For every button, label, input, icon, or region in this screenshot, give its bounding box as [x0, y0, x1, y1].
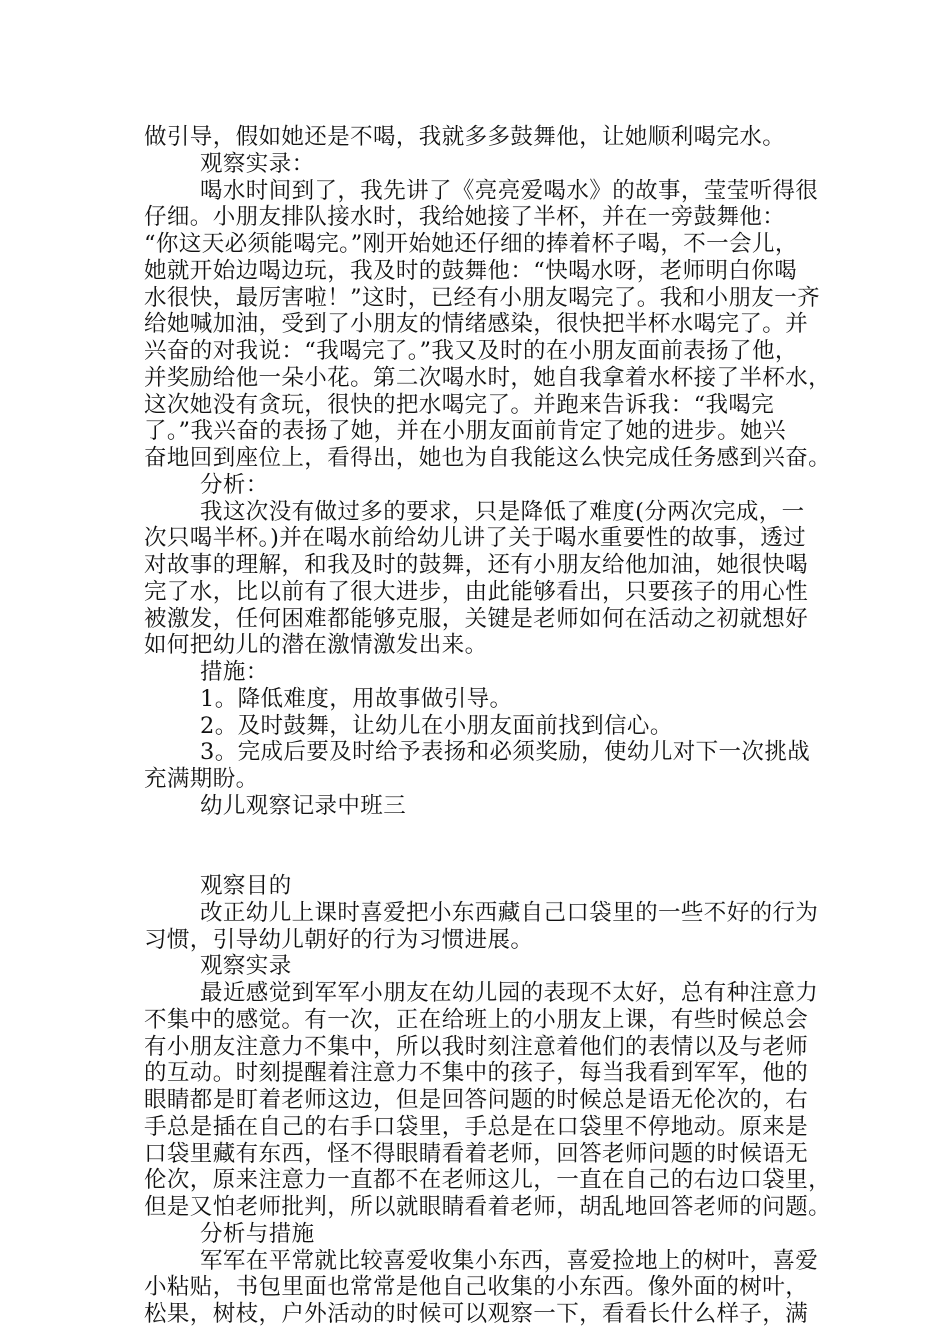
text-line: 改正幼儿上课时喜爱把小东西藏自己口袋里的一些不好的行为 [200, 899, 819, 926]
text-line: 给她喊加油，受到了小朋友的情绪感染，很快把半杯水喝完了。并 [144, 311, 809, 338]
text-line: 了。”我兴奋的表扬了她，并在小朋友面前肯定了她的进步。她兴 [144, 418, 786, 445]
text-line: 这次她没有贪玩，很快的把水喝完了。并跑来告诉我：“我喝完 [144, 391, 775, 418]
text-line: 1。降低难度，用故事做引导。 [200, 685, 513, 712]
text-line: 最近感觉到军军小朋友在幼儿园的表现不太好，总有种注意力 [200, 980, 819, 1006]
text-line: 伦次，原来注意力一直都不在老师这儿，一直在自己的右边口袋里， [144, 1167, 832, 1194]
document-body [144, 124, 832, 1328]
text-line: 3。完成后要及时给予表扬和必须奖励，使幼儿对下一次挑战 [200, 739, 811, 766]
text-line: 次只喝半杯。)并在喝水前给幼儿讲了关于喝水重要性的故事，透过 [144, 525, 807, 552]
text-line: “你这天必须能喝完。”刚开始她还仔细的捧着杯子喝，不一会儿， [144, 231, 798, 257]
text-line: 我这次没有做过多的要求，只是降低了难度(分两次完成，一 [200, 498, 805, 525]
text-line: 2。及时鼓舞，让幼儿在小朋友面前找到信心。 [200, 712, 673, 739]
text-line: 被激发，任何困难都能够克服，关键是老师如何在活动之初就想好 [144, 605, 809, 632]
text-line: 眼睛都是盯着老师这边，但是回答问题的时候总是语无伦次的，右 [144, 1087, 809, 1113]
text-line: 如何把幼儿的潜在激情激发出来。 [144, 632, 488, 659]
text-line: 口袋里藏有东西，怪不得眼睛看着老师，回答老师问题的时候语无 [144, 1140, 809, 1167]
text-line: 手总是插在自己的右手口袋里，手总是在口袋里不停地动。原来是 [144, 1113, 809, 1140]
text-line: 松果，树枝，户外活动的时候可以观察一下，看看长什么样子，满 [144, 1301, 809, 1327]
text-line: 有小朋友注意力不集中，所以我时刻注意着他们的表情以及与老师 [144, 1033, 809, 1060]
text-line: 措施： [200, 659, 269, 685]
text-line: 分析与措施 [200, 1220, 315, 1247]
text-line: 兴奋的对我说：“我喝完了。”我又及时的在小朋友面前表扬了他， [144, 338, 798, 364]
text-line: 的互动。时刻提醒着注意力不集中的孩子，每当我看到军军，他的 [144, 1060, 809, 1087]
text-line: 幼儿观察记录中班三 [200, 792, 407, 819]
text-line: 但是又怕老师批判，所以就眼睛看着老师，胡乱地回答老师的问题。 [144, 1194, 832, 1220]
text-line: 习惯，引导幼儿朝好的行为习惯进展。 [144, 926, 534, 953]
text-line: 观察目的 [200, 873, 292, 899]
blank-line [144, 820, 824, 874]
text-line: 小粘贴，书包里面也常常是他自己收集的小东西。像外面的树叶， [144, 1274, 809, 1301]
text-line: 她就开始边喝边玩，我及时的鼓舞他：“快喝水呀，老师明白你喝 [144, 257, 798, 284]
text-line: 观察实录： [200, 150, 315, 177]
text-line: 军军在平常就比较喜爱收集小东西，喜爱捡地上的树叶，喜爱 [200, 1247, 819, 1274]
text-line: 充满期盼。 [144, 766, 259, 792]
text-line: 并奖励给他一朵小花。第二次喝水时，她自我拿着水杯接了半杯水， [144, 364, 832, 391]
text-line: 完了水，比以前有了很大进步，由此能够看出，只要孩子的用心性 [144, 578, 809, 605]
text-line: 对故事的理解，和我及时的鼓舞，还有小朋友给他加油，她很快喝 [144, 552, 809, 578]
text-line: 仔细。小朋友排队接水时，我给她接了半杯，并在一旁鼓舞他： [144, 204, 786, 231]
text-line: 水很快，最厉害啦！”这时，已经有小朋友喝完了。我和小朋友一齐 [144, 284, 821, 311]
text-line: 喝水时间到了，我先讲了《亮亮爱喝水》的故事，莹莹听得很 [200, 177, 819, 204]
text-line: 不集中的感觉。有一次，正在给班上的小朋友上课，有些时候总会 [144, 1006, 809, 1033]
text-line: 分析： [200, 471, 269, 498]
text-line: 做引导，假如她还是不喝，我就多多鼓舞他，让她顺利喝完水。 [144, 124, 786, 150]
text-line: 观察实录 [200, 953, 292, 980]
text-line: 奋地回到座位上，看得出，她也为自我能这么快完成任务感到兴奋。 [144, 445, 832, 471]
